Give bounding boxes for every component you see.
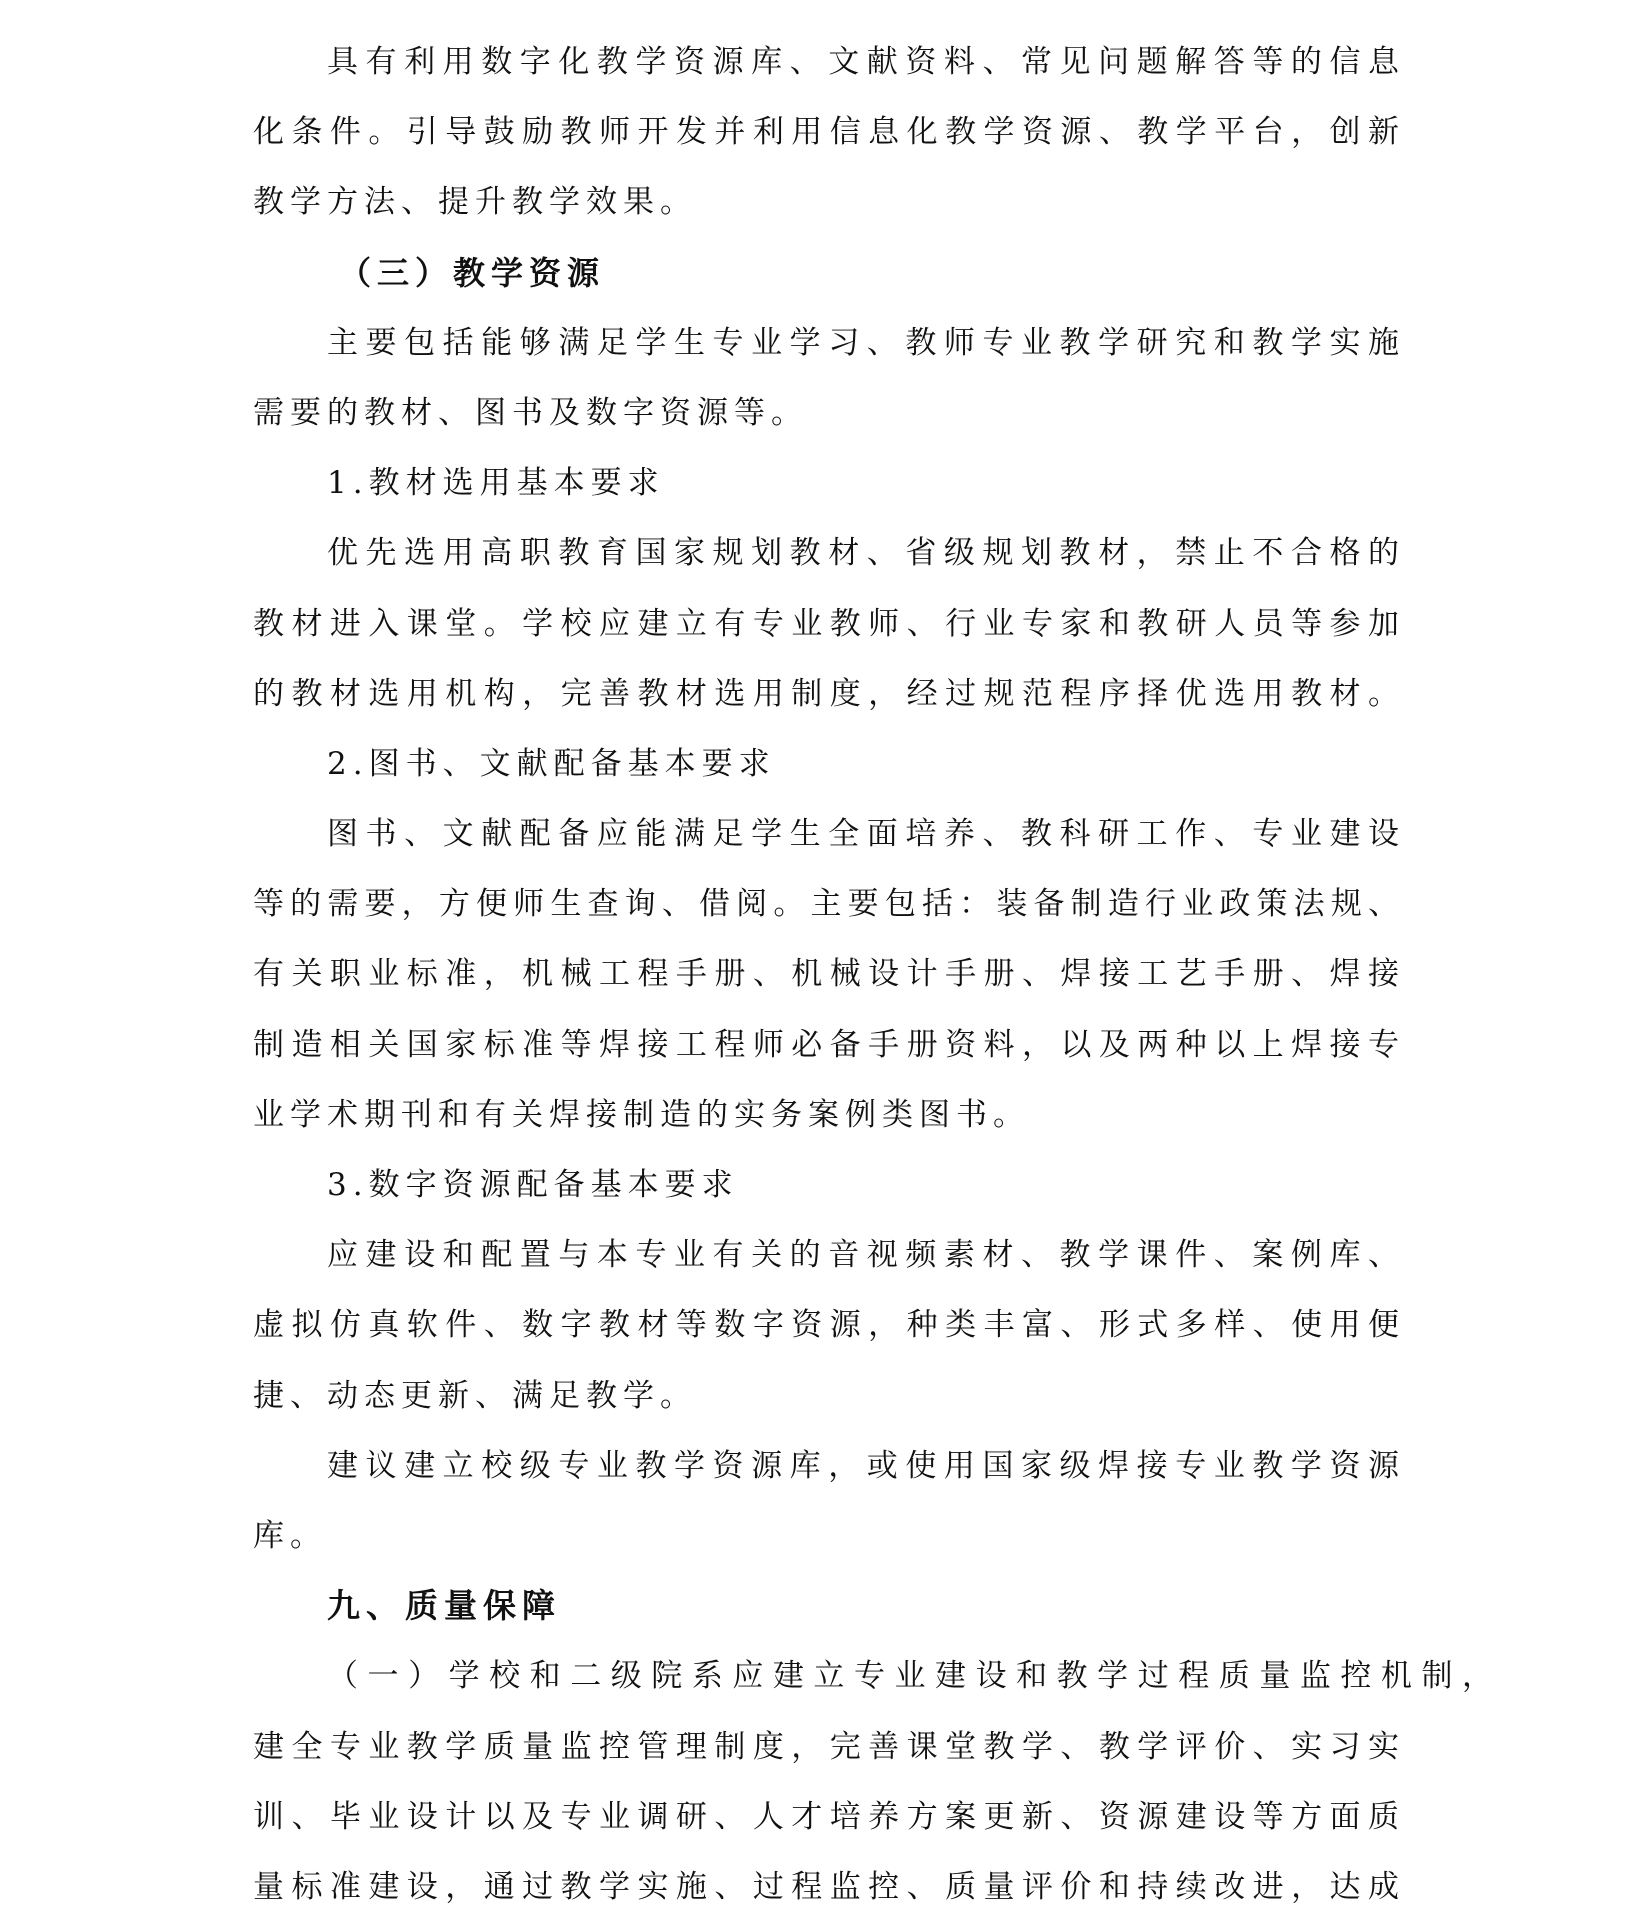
text-line [253,1431,1405,1501]
section-heading [253,238,1405,308]
line-text: 建全专业教学质量监控管理制度，完善课堂教学、教学评价、实习实 [253,1728,1405,1765]
text-line [253,167,1405,237]
line-text: 业学术期刊和有关焊接制造的实务案例类图书。 [253,1096,1030,1133]
line-text: 主要包括能够满足学生专业学习、教师专业教学研究和教学实施 [327,324,1405,361]
text-line [253,1712,1405,1782]
text-line [253,27,1405,97]
line-text: 1.教材选用基本要求 [327,465,665,502]
line-text: 有关职业标准，机械工程手册、机械设计手册、焊接工艺手册、焊接 [253,956,1405,993]
text-line [253,1641,1499,1711]
text-line [253,939,1405,1009]
line-text: 化条件。引导鼓励教师开发并利用信息化教学资源、教学平台，创新 [253,114,1405,151]
line-text: 九、质量保障 [327,1586,561,1626]
text-line [253,378,1405,448]
text-line [253,1220,1405,1290]
line-text: 库。 [253,1517,327,1554]
line-text: 需要的教材、图书及数字资源等。 [253,394,808,431]
text-line [253,729,1405,799]
line-text: 2.图书、文献配备基本要求 [327,745,776,782]
text-line [253,799,1405,869]
text-line [253,1290,1405,1360]
line-text: 图书、文献配备应能满足学生全面培养、教科研工作、专业建设 [327,816,1405,853]
line-text: 具有利用数字化教学资源库、文献资料、常见问题解答等的信息 [327,44,1405,80]
line-text: 教学方法、提升教学效果。 [253,184,697,221]
line-text: 应建设和配置与本专业有关的音视频素材、教学课件、案例库、 [327,1237,1405,1274]
text-line [253,1501,1405,1571]
line-text: 捷、动态更新、满足教学。 [253,1377,697,1414]
text-line [253,1852,1405,1922]
line-text: 3.数字资源配备基本要求 [327,1167,739,1203]
line-text: 优先选用高职教育国家规划教材、省级规划教材，禁止不合格的 [327,535,1405,572]
text-line [253,659,1405,729]
text-line [253,1782,1405,1852]
text-line [253,869,1405,939]
line-text: 制造相关国家标准等焊接工程师必备手册资料，以及两种以上焊接专 [253,1026,1405,1063]
text-line [253,97,1405,167]
text-line [253,589,1405,659]
line-text: 训、毕业设计以及专业调研、人才培养方案更新、资源建设等方面质 [253,1798,1405,1835]
text-line [253,308,1405,378]
text-line [253,448,1405,518]
line-text: 建议建立校级专业教学资源库，或使用国家级焊接专业教学资源 [327,1447,1405,1484]
text-line [253,1361,1405,1431]
text-line [253,1150,1405,1220]
line-text: 虚拟仿真软件、数字教材等数字资源，种类丰富、形式多样、使用便 [253,1307,1405,1344]
text-line [253,1010,1405,1080]
line-text: 的教材选用机构，完善教材选用制度，经过规范程序择优选用教材。 [253,675,1405,712]
line-text: （一）学校和二级院系应建立专业建设和教学过程质量监控机制， [327,1658,1499,1695]
line-text: 等的需要，方便师生查询、借阅。主要包括：装备制造行业政策法规、 [253,886,1405,923]
text-line [253,1080,1405,1150]
text-line [253,518,1405,588]
section-heading [253,1571,1405,1641]
line-text: 量标准建设，通过教学实施、过程监控、质量评价和持续改进，达成 [253,1868,1405,1905]
line-text: 教材进入课堂。学校应建立有专业教师、行业专家和教研人员等参加 [253,605,1405,642]
document-page [253,27,1499,1922]
line-text: （三）教学资源 [339,253,606,292]
